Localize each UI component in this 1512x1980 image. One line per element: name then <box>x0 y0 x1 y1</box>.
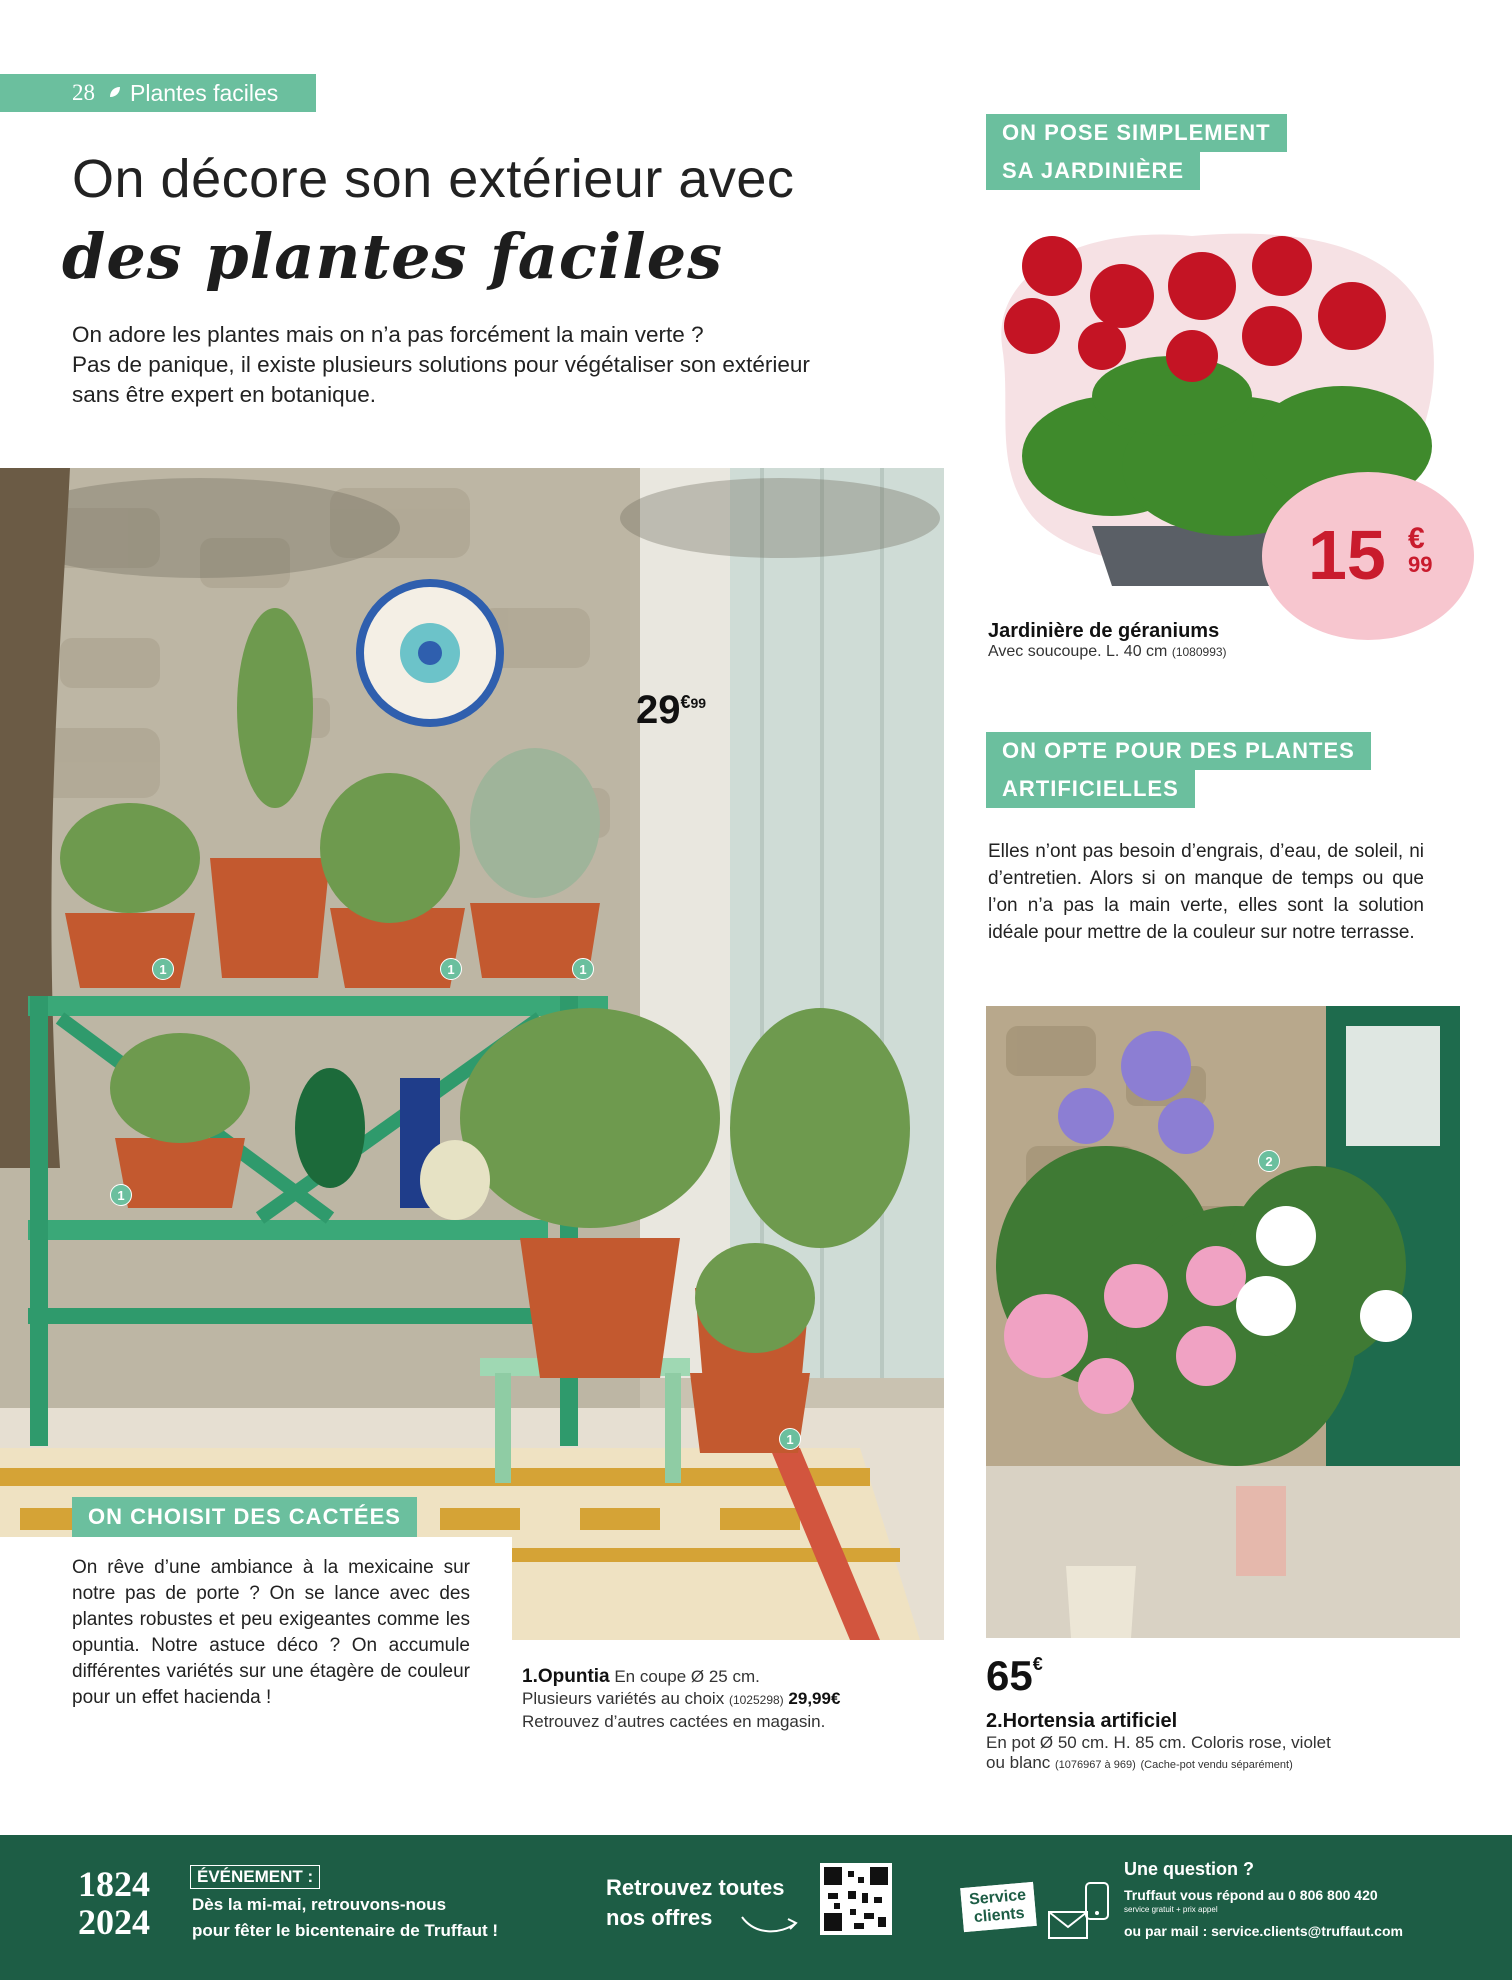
service-line1: Service <box>968 1886 1027 1909</box>
year-bottom: 2024 <box>78 1902 150 1942</box>
cactus-body: On rêve d’une ambiance à la mexicaine sur notre pas de porte ? On se lance avec des plantes robustes et peu exigeantes comme les opuntia. Notre astuce déco ? On accumule différentes variétés sur une étagère de couleur pour un effet hacienda ! <box>72 1557 470 1708</box>
envelope-icon <box>1048 1911 1088 1939</box>
cactus-product-info <box>522 1666 922 1733</box>
product-desc-line2: ou blanc <box>986 1753 1051 1772</box>
event-line1: Dès la mi-mai, retrouvons-nous <box>192 1895 447 1914</box>
event-label: ÉVÉNEMENT : <box>190 1865 320 1889</box>
geranium-heading-line1: ON POSE SIMPLEMENT <box>986 114 1287 152</box>
product-badge: 1 <box>440 958 462 980</box>
offers-line2: nos offres <box>606 1905 713 1930</box>
mail-text[interactable]: ou par mail : service.clients@truffaut.com <box>1124 1923 1403 1939</box>
arrow-icon <box>740 1907 800 1937</box>
artificial-body: Elles n’ont pas besoin d’engrais, d’eau, de soleil, ni d’entretien. Alors si on manque de temps ou que l’on n’a pas la main verte, elles sont la solution idéale pour mettre de la couleur sur notre terrasse. <box>988 841 1424 943</box>
product-badge: 2 <box>1258 1150 1280 1172</box>
footer-years <box>78 1865 150 1941</box>
cactus-photo-price <box>636 688 706 733</box>
geranium-heading <box>986 114 1287 190</box>
hortensia-price <box>986 1652 1043 1700</box>
product-ref: (1080993) <box>1171 645 1227 659</box>
price-euros: 29 <box>636 688 681 732</box>
price-currency: € <box>1032 1654 1043 1674</box>
phone-icon <box>1084 1881 1110 1921</box>
product-badge: 1 <box>779 1428 801 1450</box>
year-top: 1824 <box>78 1864 150 1904</box>
price-cents: 99 <box>1408 552 1433 577</box>
phone-note: service gratuit + prix appel <box>1124 1905 1218 1914</box>
page-title-script: des plantes faciles <box>62 220 724 293</box>
product-desc: En coupe Ø 25 cm. <box>609 1667 760 1686</box>
page-number: 28 <box>72 80 95 105</box>
product-ref: (1025298) <box>728 1693 784 1707</box>
product-ref: (1076967 à 969) <box>1055 1759 1136 1771</box>
question-title: Une question ? <box>1124 1859 1254 1879</box>
product-desc-line1: En pot Ø 50 cm. H. 85 cm. Coloris rose, violet <box>986 1733 1331 1752</box>
service-clients-box[interactable] <box>960 1882 1036 1932</box>
intro-text: On adore les plantes mais on n’a pas forcément la main verte ? Pas de panique, il existe plusieurs solutions pour végétaliser son extérieur sans être expert en botanique. <box>72 322 810 407</box>
hortensia-photo <box>986 1006 1460 1638</box>
geranium-product-info <box>988 620 1408 661</box>
geranium-price <box>1308 516 1433 594</box>
artificial-heading-line1: ON OPTE POUR DES PLANTES <box>986 732 1371 770</box>
product-name: 1.Opuntia <box>522 1666 610 1687</box>
product-badge: 1 <box>572 958 594 980</box>
hortensia-product-info <box>986 1710 1456 1773</box>
price-euros: 15 <box>1308 516 1386 594</box>
product-price: 29,99€ <box>788 1689 841 1708</box>
product-badge: 1 <box>110 1184 132 1206</box>
offers-line1: Retrouvez toutes <box>606 1875 785 1900</box>
price-cents: 99 <box>690 695 707 711</box>
price-currency: € <box>680 692 691 712</box>
service-line2: clients <box>973 1904 1026 1927</box>
product-line2: Plusieurs variétés au choix <box>522 1689 725 1708</box>
product-desc: Avec soucoupe. L. 40 cm <box>988 643 1168 660</box>
cactus-heading <box>72 1497 417 1537</box>
event-line2: pour fêter le bicentenaire de Truffaut ! <box>192 1921 499 1940</box>
cactus-heading-text: ON CHOISIT DES CACTÉES <box>88 1504 401 1529</box>
price-currency: € <box>1408 522 1425 555</box>
footer-banner <box>0 1835 1512 1980</box>
cactus-photo <box>0 468 944 1640</box>
phone-text: Truffaut vous répond au 0 806 800 420 <box>1124 1887 1378 1903</box>
product-note: (Cache-pot vendu séparément) <box>1140 1759 1293 1771</box>
product-badge: 1 <box>152 958 174 980</box>
leaf-icon <box>108 85 122 99</box>
price-euros: 65 <box>986 1652 1033 1699</box>
section-tag <box>0 74 316 112</box>
geranium-heading-line2: SA JARDINIÈRE <box>986 152 1200 190</box>
page-title: On décore son extérieur avec <box>72 149 795 209</box>
product-name: 2.Hortensia artificiel <box>986 1710 1178 1732</box>
section-label: Plantes faciles <box>130 80 279 106</box>
artificial-heading-line2: ARTIFICIELLES <box>986 770 1195 808</box>
product-line3: Retrouvez d’autres cactées en magasin. <box>522 1712 826 1731</box>
artificial-heading <box>986 732 1371 808</box>
qr-code-icon[interactable] <box>820 1863 892 1935</box>
product-name: Jardinière de géraniums <box>988 620 1220 642</box>
